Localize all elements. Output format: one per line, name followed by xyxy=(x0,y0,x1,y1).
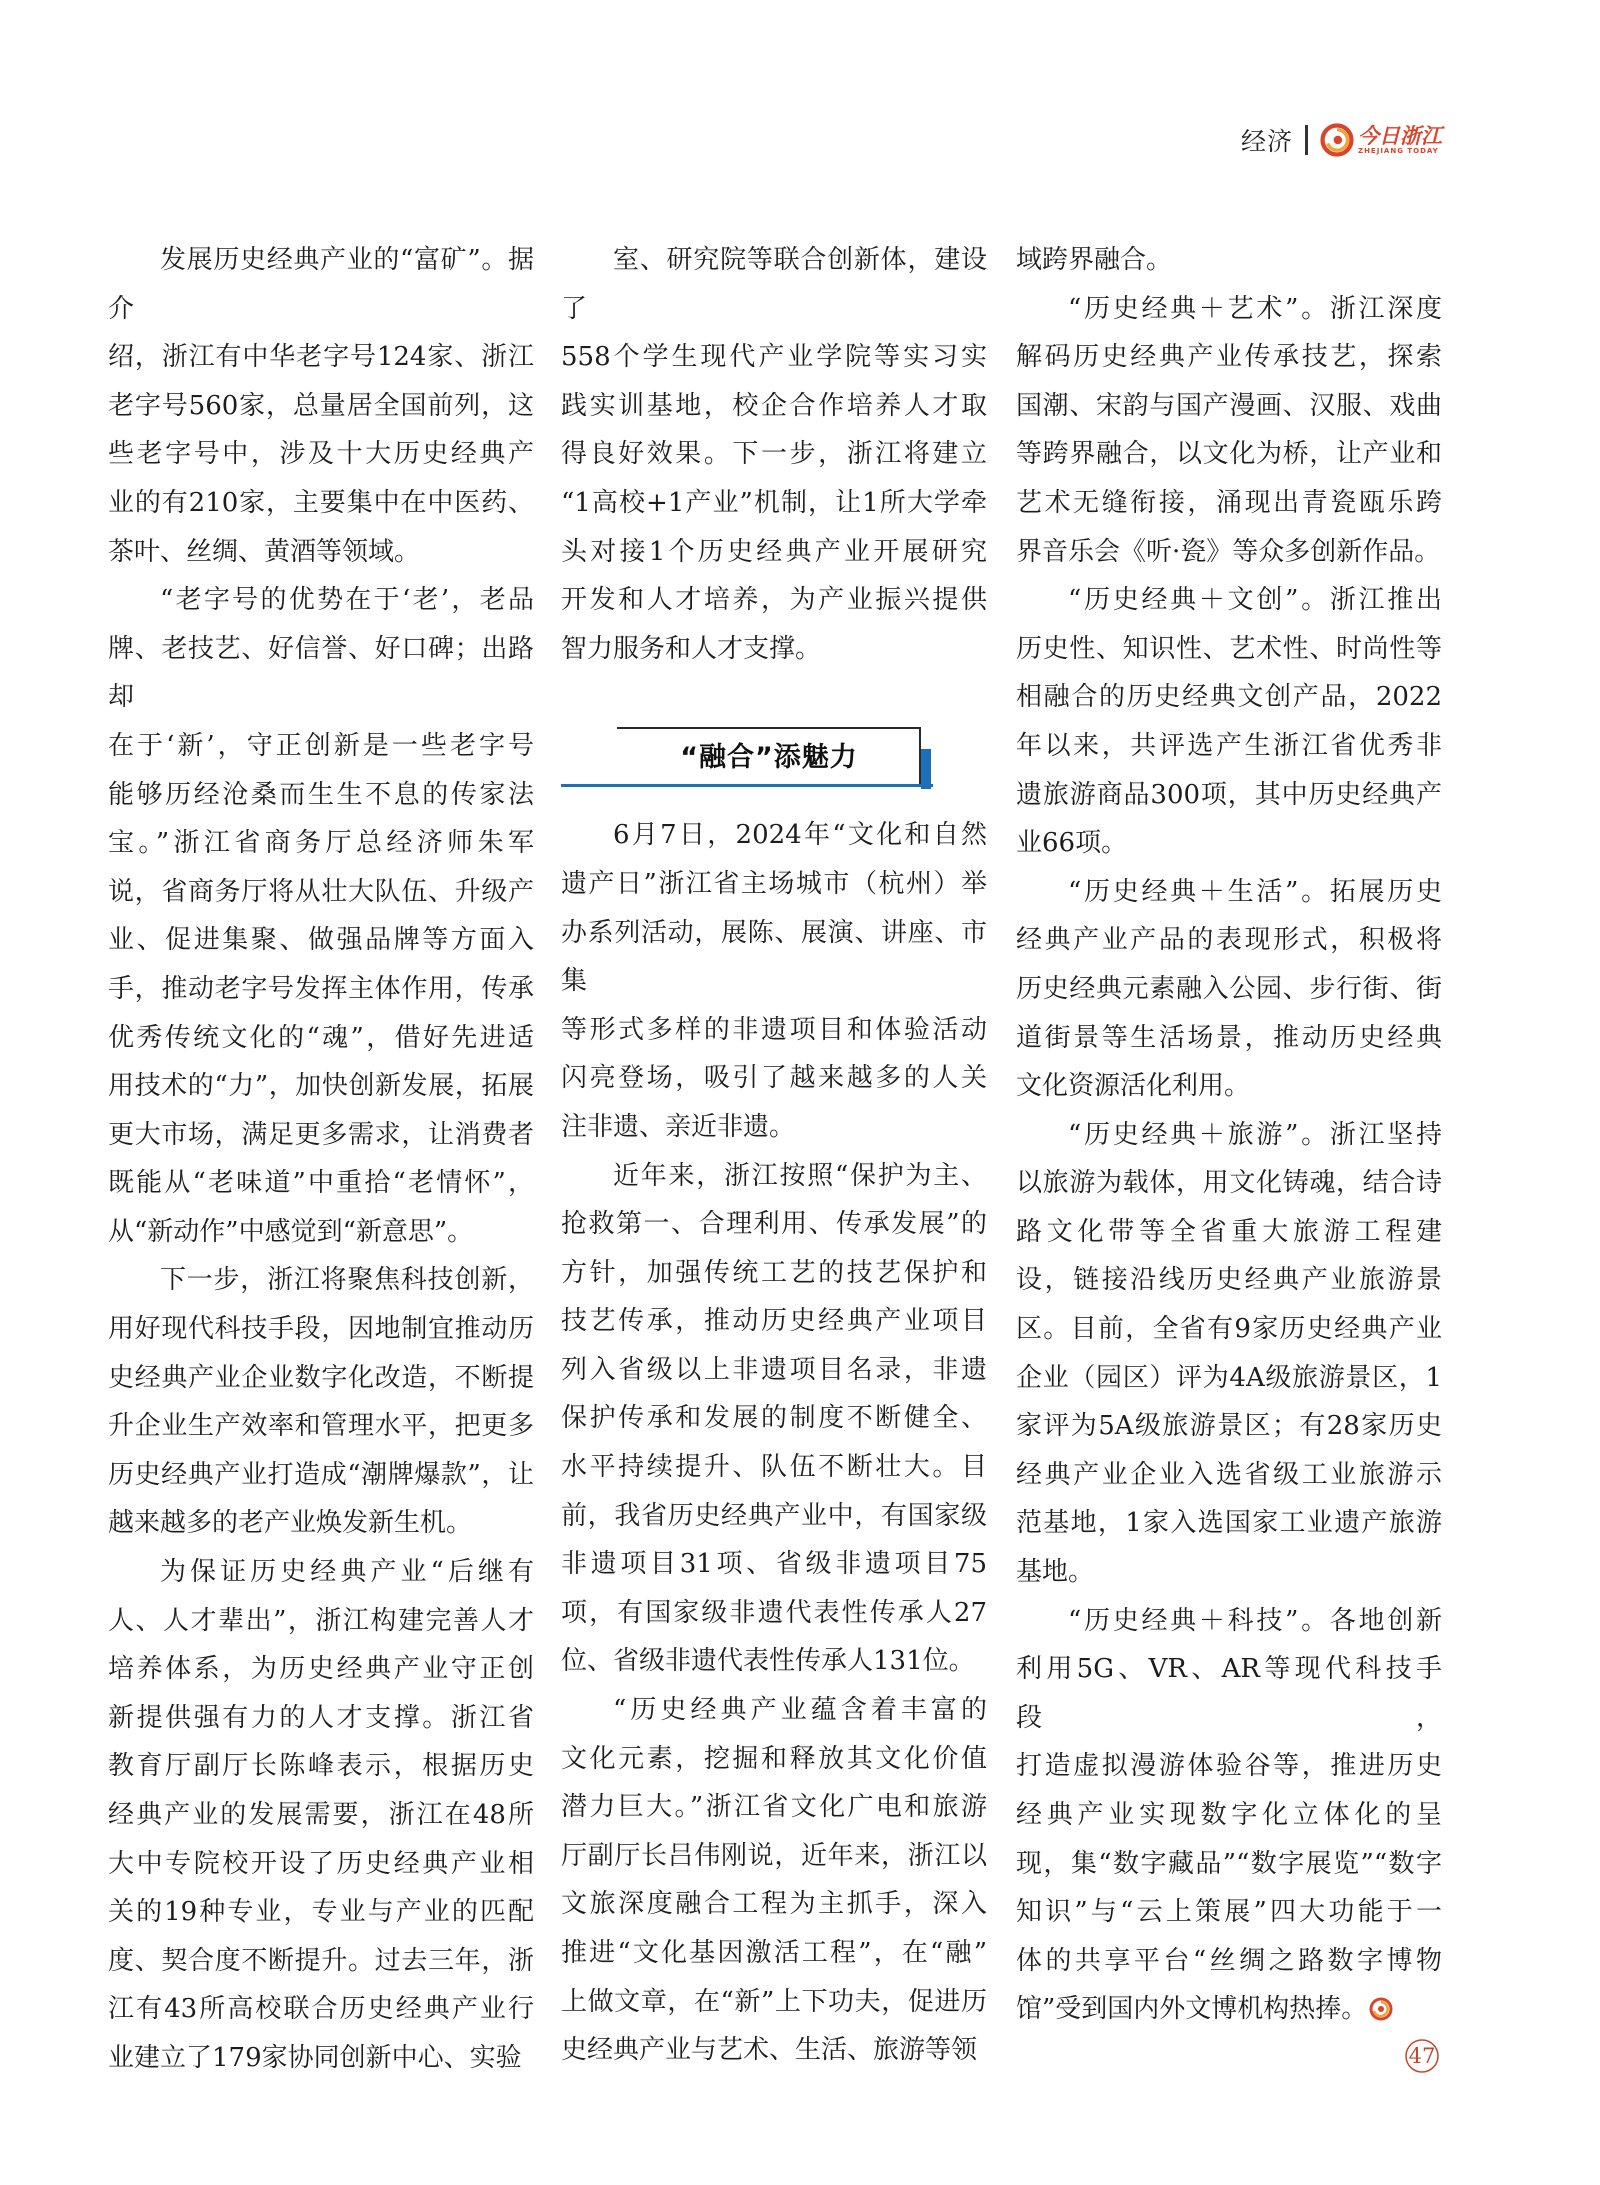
text-line: 列入省级以上非遗项目名录，非遗 xyxy=(561,1354,987,1385)
page-number-badge xyxy=(1404,2038,1440,2074)
text-line: 用技术的“力”，加快创新发展，拓展 xyxy=(108,1071,534,1102)
text-line: 域跨界融合。 xyxy=(1016,245,1173,275)
text-line: 等跨界融合，以文化为桥，让产业和 xyxy=(1016,439,1442,470)
text-line: 潜力巨大。”浙江省文化广电和旅游 xyxy=(561,1792,987,1823)
text-line: 技艺传承，推动历史经典产业项目 xyxy=(561,1306,987,1337)
text-line: 文旅深度融合工程为主抓手，深入 xyxy=(561,1889,987,1920)
text-line: 企业（园区）评为4A级旅游景区，1 xyxy=(1016,1362,1442,1393)
text-line: 茶叶、丝绸、黄酒等领域。 xyxy=(108,536,421,567)
text-line: 培养体系，为历史经典产业守正创 xyxy=(108,1654,534,1685)
text-line: 优秀传统文化的“魂”，借好先进适 xyxy=(108,1022,534,1053)
text-line: 馆”受到国内外文博机构热捧。 xyxy=(1016,1985,1442,2034)
text-line: 大中专院校开设了历史经典产业相 xyxy=(108,1848,534,1879)
subheading-accent-bar xyxy=(561,784,933,787)
text-line: 厅副厅长吕伟刚说，近年来，浙江以 xyxy=(561,1840,987,1871)
text-line: 能够历经沧桑而生生不息的传家法 xyxy=(108,779,534,810)
text-line: 路文化带等全省重大旅游工程建 xyxy=(1016,1216,1442,1247)
text-line: 注非遗、亲近非遗。 xyxy=(561,1111,796,1142)
text-line: 史经典产业与艺术、生活、旅游等领 xyxy=(561,2035,978,2066)
text-line: “1高校+1产业”机制，让1所大学牵 xyxy=(561,487,987,518)
text-line: 牌、老技艺、好信誉、好口碑；出路却 xyxy=(108,633,534,713)
text-line: 新提供强有力的人才支撑。浙江省 xyxy=(108,1702,534,1733)
text-line: 经典产业的发展需要，浙江在48所 xyxy=(108,1800,534,1830)
text-line: 说，省商务厅将从壮大队伍、升级产 xyxy=(108,876,534,907)
logo-swirl-icon xyxy=(1320,123,1354,157)
text-line: 历史性、知识性、艺术性、时尚性等 xyxy=(1016,633,1442,664)
text-line: 界音乐会《听·瓷》等众多创新作品。 xyxy=(1016,536,1441,567)
text-line: 上做文章，在“新”上下功夫，促进历 xyxy=(561,1986,987,2017)
logo-text: 今日浙江 xyxy=(1358,123,1442,148)
logo-subtext: ZHEJIANG TODAY xyxy=(1358,146,1439,155)
text-line: 为保证历史经典产业“后继有 xyxy=(160,1557,534,1588)
text-line: 前，我省历史经典产业中，有国家级 xyxy=(561,1500,987,1531)
text-line: 区。目前，全省有9家历史经典产业 xyxy=(1016,1314,1442,1345)
column-1 xyxy=(108,236,534,2083)
text-line: 年以来，共评选产生浙江省优秀非 xyxy=(1016,730,1442,761)
text-line: 办系列活动，展陈、展演、讲座、市集 xyxy=(561,917,987,997)
text-line: “历史经典产业蕴含着丰富的 xyxy=(613,1695,987,1726)
text-line: “老字号的优势在于‘老’，老品 xyxy=(160,585,534,616)
text-line: 从“新动作”中感觉到“新意思”。 xyxy=(108,1216,474,1247)
text-line: 利用5G、VR、AR等现代科技手段， xyxy=(1016,1654,1442,1733)
text-line: 位、省级非遗代表性传承人131位。 xyxy=(561,1646,975,1677)
text-line: 558个学生现代产业学院等实习实 xyxy=(561,342,987,373)
text-line: 得良好效果。下一步，浙江将建立 xyxy=(561,439,987,470)
text-line: 更大市场，满足更多需求，让消费者 xyxy=(108,1119,534,1150)
text-line: 知识”与“云上策展”四大功能于一 xyxy=(1016,1897,1442,1928)
text-line: 史经典产业企业数字化改造，不断提 xyxy=(108,1362,534,1393)
text-line: 文化元素，挖掘和释放其文化价值 xyxy=(561,1743,987,1774)
text-line: 开发和人才培养，为产业振兴提供 xyxy=(561,585,987,616)
text-line: 践实训基地，校企合作培养人才取 xyxy=(561,390,987,421)
section-label: 经济 xyxy=(1240,127,1293,156)
text-line: 历史经典产业打造成“潮牌爆款”，让 xyxy=(108,1459,534,1490)
text-line: 老字号560家，总量居全国前列，这 xyxy=(108,390,534,421)
subheading-border-top xyxy=(617,727,921,729)
text-line: “历史经典＋文创”。浙江推出 xyxy=(1068,585,1442,616)
text-line: “历史经典＋科技”。各地创新 xyxy=(1068,1605,1442,1636)
text-line: 头对接1个历史经典产业开展研究 xyxy=(561,536,987,567)
text-line: 升企业生产效率和管理水平，把更多 xyxy=(108,1411,534,1442)
text-line: 闪亮登场，吸引了越来越多的人关 xyxy=(561,1063,987,1094)
text-line: “历史经典＋生活”。拓展历史 xyxy=(1068,876,1442,907)
text-line: 推进“文化基因激活工程”，在“融” xyxy=(561,1938,987,1968)
text-line: 业66项。 xyxy=(1016,828,1128,859)
text-line: 水平持续提升、队伍不断壮大。目 xyxy=(561,1452,987,1483)
text-line: 6月7日，2024年“文化和自然 xyxy=(613,820,987,851)
text-line: 下一步，浙江将聚焦科技创新， xyxy=(160,1265,534,1296)
text-line: 室、研究院等联合创新体，建设了 xyxy=(561,245,987,324)
text-line: 等形式多样的非遗项目和体验活动 xyxy=(561,1014,987,1045)
subheading-block xyxy=(561,699,987,811)
text-line: 历史经典元素融入公园、步行街、街 xyxy=(1016,973,1442,1004)
end-mark-icon xyxy=(1369,1997,1393,2021)
text-line: 近年来，浙江按照“保护为主、 xyxy=(613,1160,987,1191)
text-line: 业建立了179家协同创新中心、实验 xyxy=(108,2042,522,2073)
text-line: 范基地，1家入选国家工业遗产旅游 xyxy=(1016,1508,1442,1539)
text-line: 打造虚拟漫游体验谷等，推进历史 xyxy=(1016,1751,1442,1782)
text-line: 用好现代科技手段，因地制宜推动历 xyxy=(108,1314,534,1345)
header-divider xyxy=(1305,125,1308,155)
text-line: 智力服务和人才支撑。 xyxy=(561,633,822,664)
text-line: 在于‘新’，守正创新是一些老字号 xyxy=(108,730,534,761)
text-line: 基地。 xyxy=(1016,1557,1095,1588)
text-line: 宝。”浙江省商务厅总经济师朱军 xyxy=(108,828,534,859)
text-line: 体的共享平台“丝绸之路数字博物 xyxy=(1016,1945,1442,1976)
page-header xyxy=(1241,118,1442,162)
text-line: 业的有210家，主要集中在中医药、 xyxy=(108,487,534,518)
text-line: 度、契合度不断提升。过去三年，浙 xyxy=(108,1945,534,1976)
column-2 xyxy=(561,236,987,2075)
text-line: 道街景等生活场景，推动历史经典 xyxy=(1016,1022,1442,1053)
text-line: 设，链接沿线历史经典产业旅游景 xyxy=(1016,1265,1442,1296)
text-line: 经典产业企业入选省级工业旅游示 xyxy=(1016,1459,1442,1490)
text-line: 艺术无缝衔接，涌现出青瓷瓯乐跨 xyxy=(1016,487,1442,518)
text-line: 业、促进集聚、做强品牌等方面入 xyxy=(108,925,534,956)
text-line: 些老字号中，涉及十大历史经典产 xyxy=(108,439,534,470)
text-line: 方针，加强传统工艺的技艺保护和 xyxy=(561,1257,987,1288)
column-3 xyxy=(1016,236,1442,2034)
text-line: 相融合的历史经典文创产品，2022 xyxy=(1016,682,1442,713)
text-line: 国潮、宋韵与国产漫画、汉服、戏曲 xyxy=(1016,390,1442,421)
text-line: 非遗项目31项、省级非遗项目75 xyxy=(561,1549,987,1580)
text-line: 解码历史经典产业传承技艺，探索 xyxy=(1016,342,1442,373)
text-line: 既能从“老味道”中重拾“老情怀”， xyxy=(108,1168,534,1199)
text-line: 经典产业实现数字化立体化的呈 xyxy=(1016,1800,1442,1830)
text-line: 家评为5A级旅游景区；有28家历史 xyxy=(1016,1411,1442,1442)
text-line: 教育厅副厅长陈峰表示，根据历史 xyxy=(108,1751,534,1782)
text-line: 抢救第一、合理利用、传承发展”的 xyxy=(561,1209,987,1240)
text-line: 越来越多的老产业焕发新生机。 xyxy=(108,1508,473,1539)
text-line: “历史经典＋艺术”。浙江深度 xyxy=(1068,293,1442,324)
text-line: 现，集“数字藏品”“数字展览”“数字 xyxy=(1016,1848,1442,1879)
text-line: 江有43所高校联合历史经典产业行 xyxy=(108,1994,534,2025)
text-line: 以旅游为载体，用文化铸魂，结合诗 xyxy=(1016,1168,1442,1199)
text-line: 项，有国家级非遗代表性传承人27 xyxy=(561,1597,987,1628)
subheading-title: “融合”添魅力 xyxy=(680,742,858,774)
text-line: 保护传承和发展的制度不断健全、 xyxy=(561,1403,987,1434)
text-line: 遗旅游商品300项，其中历史经典产 xyxy=(1016,779,1442,810)
text-line: 文化资源活化利用。 xyxy=(1016,1071,1251,1102)
page-number: 47 xyxy=(1408,2044,1436,2068)
text-line: “历史经典＋旅游”。浙江坚持 xyxy=(1068,1119,1442,1150)
text-line: 人、人才辈出”，浙江构建完善人才 xyxy=(108,1605,534,1636)
text-line: 绍，浙江有中华老字号124家、浙江 xyxy=(108,342,534,373)
magazine-logo xyxy=(1320,123,1442,157)
text-line: 遗产日”浙江省主场城市（杭州）举 xyxy=(561,868,987,899)
subheading-accent-corner xyxy=(921,749,931,789)
text-line: 手，推动老字号发挥主体作用，传承 xyxy=(108,973,534,1004)
text-line: 经典产业产品的表现形式，积极将 xyxy=(1016,925,1442,956)
text-line: 发展历史经典产业的“富矿”。据介 xyxy=(108,245,534,324)
text-line: 关的19种专业，专业与产业的匹配 xyxy=(108,1897,534,1928)
